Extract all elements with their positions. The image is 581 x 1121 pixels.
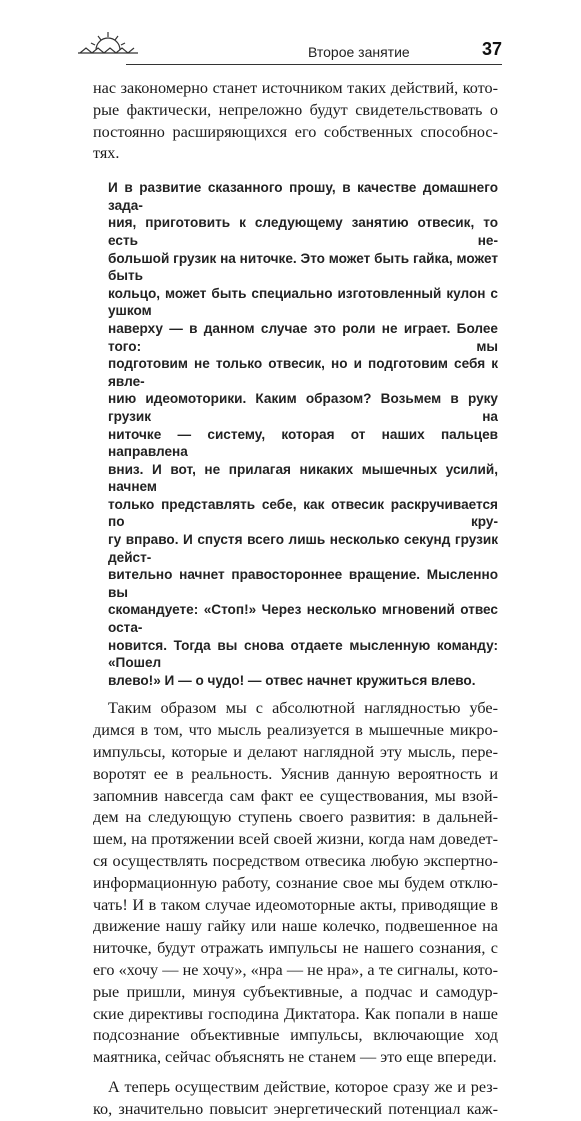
text-line: постоянно расширяющихся его собственных способнос- [93, 122, 498, 141]
text-line: движение нашу гайку или наше колечко, подвешенное на [93, 917, 498, 936]
text-line: Таким образом мы с абсолютной наглядностью убе- [108, 699, 498, 718]
text-line: подсознание объективные импульсы, включающие ход [93, 1026, 498, 1045]
text-line: вительно начнет правостороннее вращение. Мысленно вы [108, 567, 498, 600]
text-line: запомнив навсегда сам факт ее существования, мы взой- [93, 786, 498, 805]
paragraph-spacer [93, 1069, 498, 1077]
homework-box [108, 179, 498, 689]
text-line: А теперь осуществим действие, которое сразу же и рез- [108, 1077, 498, 1096]
text-line: наверху — в данном случае это роли не играет. Более того: мы [108, 320, 498, 354]
text-line: ниточке, будут отражать импульсы не нашего сознания, с [93, 939, 498, 958]
page-content [93, 78, 498, 1121]
sunrise-logo-icon [78, 28, 138, 54]
text-line: дем на следующую ступень своего развития: в дальней- [93, 808, 498, 827]
text-line: только представлять себе, как отвесик раскручивается по кру- [108, 496, 498, 530]
text-line: ко, значительно повысит энергетический потенциал каж- [93, 1099, 498, 1118]
text-line: скомандуете: «Стоп!» Через несколько мгновений отвес оста- [108, 602, 498, 636]
text-line: рые пришли, минуя субъективные, а подчас и самодур- [93, 982, 498, 1001]
text-line: рые фактически, непреложно будут свидетельствовать о [93, 100, 498, 119]
header-rule [126, 64, 502, 65]
text-line: нию идеомоторики. Каким образом? Возьмем в руку грузик на [108, 391, 498, 424]
text-line: ские директивы господина Диктатора. Как попали в наше [93, 1004, 498, 1023]
text-line: информационную работу, сознание свое мы будем отклю- [93, 873, 498, 892]
text-line: подготовим не только отвесик, но и подготовим себя к явле- [108, 356, 498, 389]
paragraph-1 [93, 78, 498, 165]
paragraph-3 [93, 1077, 498, 1121]
page-number: 37 [481, 39, 502, 59]
page-header [78, 28, 502, 72]
text-line: И в развитие сказанного прошу, в качестве домашнего зада- [108, 180, 498, 213]
text-line: ния, приготовить к следующему занятию отвесик, то есть не- [108, 215, 498, 248]
text-line: новится. Тогда вы снова отдаете мысленную команду: «Пошел [108, 637, 498, 671]
text-line: гу вправо. И спустя всего лишь несколько секунд грузик дейст- [108, 532, 498, 565]
text-line: его «хочу — не хочу», «нра — не нра», а те сигналы, кото- [93, 960, 498, 979]
text-line: вниз. И вот, не прилагая никаких мышечных усилий, начнем [108, 461, 498, 495]
text-line: шем, на протяжении всей своей жизни, когда нам доведет- [93, 830, 498, 849]
text-line: влево!» И — о чудо! — отвес начнет кружиться влево. [108, 672, 476, 688]
text-line: нас закономерно станет источником таких действий, кото- [93, 79, 498, 97]
text-line: димся в том, что мысль реализуется в мышечные микро- [93, 721, 498, 740]
text-line: воротят ее в реальность. Уяснив данную вероятность и [93, 764, 498, 783]
running-header-title: Второе занятие [308, 44, 410, 60]
text-line: ся осуществлять посредством отвесика любую экспертно- [93, 851, 498, 870]
paragraph-2 [93, 698, 498, 1069]
text-line: маятника, сейчас объяснять не станем — это еще впереди. [93, 1048, 497, 1067]
text-line: ниточке — систему, которая от наших пальцев направлена [108, 426, 498, 460]
text-line: импульсы, которые и делают наглядной эту мысль, пере- [93, 743, 498, 761]
text-line: тях. [93, 144, 120, 163]
text-line: большой грузик на ниточке. Это может быть гайка, может быть [108, 250, 498, 284]
text-line: кольцо, может быть специально изготовленный кулон с ушком [108, 285, 498, 319]
text-line: чать! И в таком случае идеомоторные акты, приводящие в [93, 895, 498, 914]
